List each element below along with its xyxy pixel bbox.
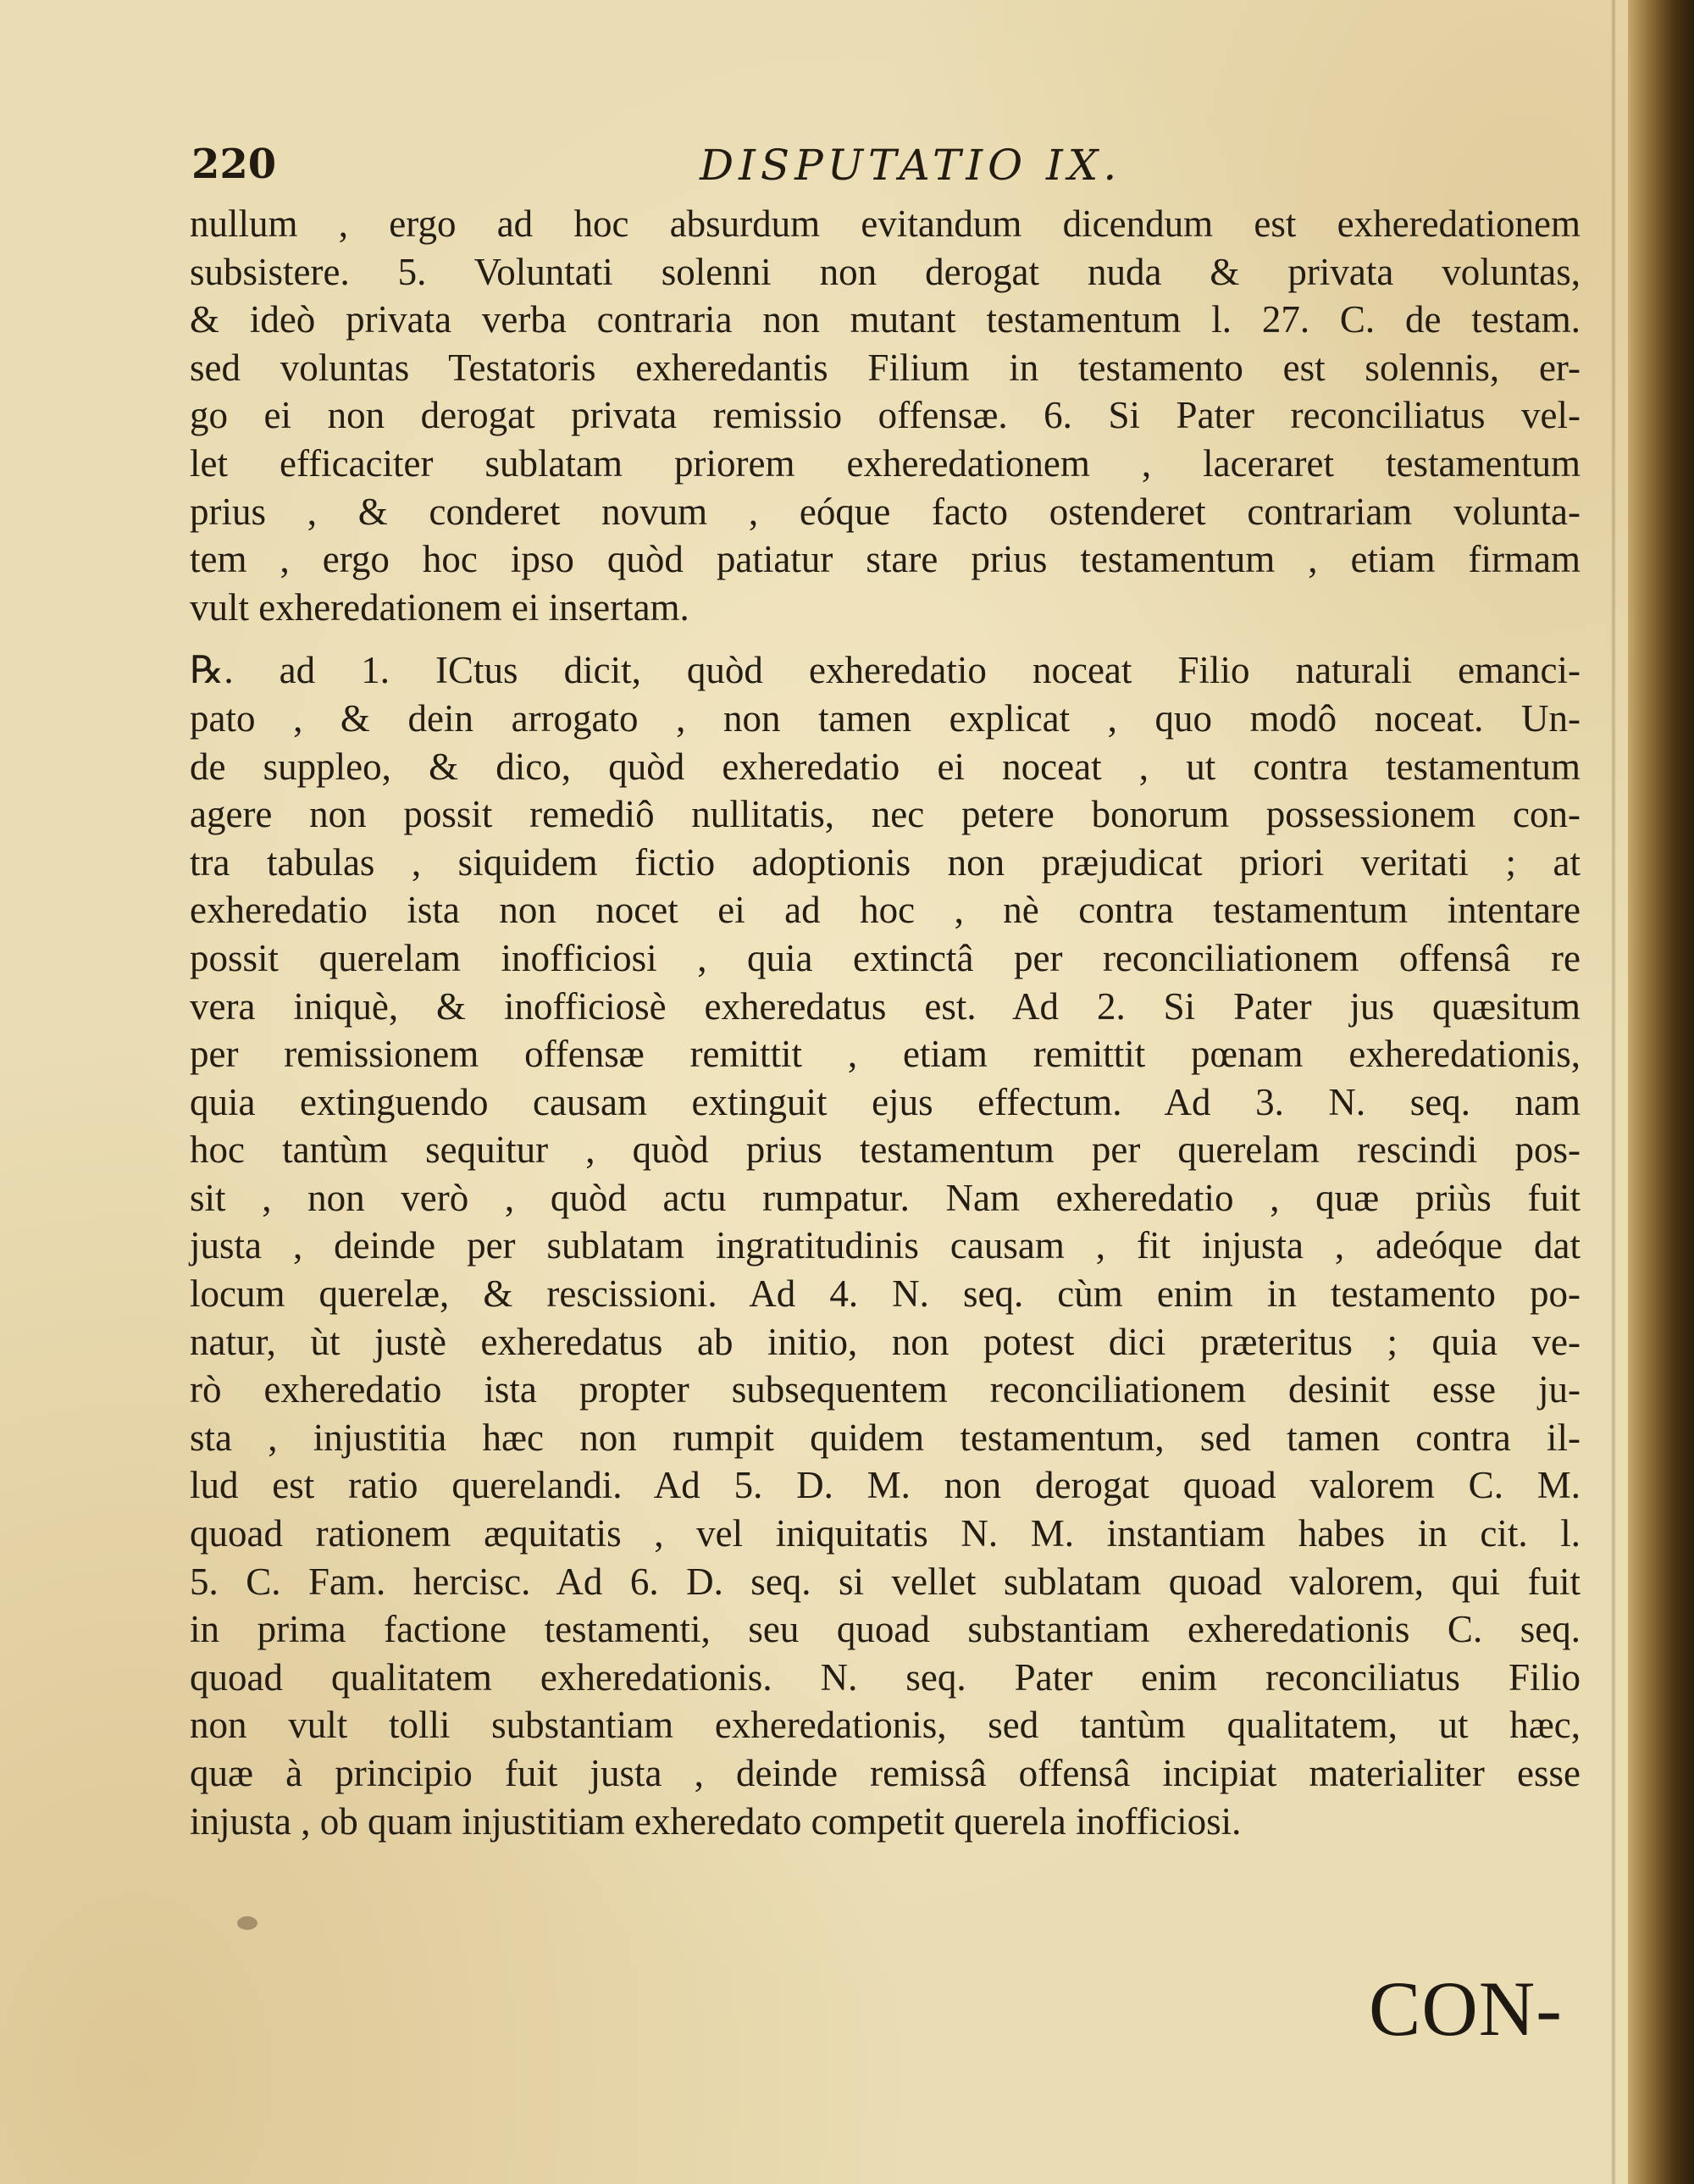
text-line: pato , & dein arrogato , non tamen explicat , quo modô noceat. Un- xyxy=(190,696,1581,740)
text-line: prius , & conderet novum , eóque facto ostenderet contrariam volunta- xyxy=(190,490,1581,533)
text-line: quæ à principio fuit justa , deinde remissâ offensâ incipiat materialiter esse xyxy=(190,1752,1581,1794)
text-line: let efficaciter sublatam priorem exheredationem , laceraret testamentum xyxy=(190,441,1581,485)
text-line: quia extinguendo causam extinguit ejus effectum. Ad 3. N. seq. nam xyxy=(190,1080,1581,1123)
text-line: subsistere. 5. Voluntati solenni non derogat nuda & privata voluntas, xyxy=(190,250,1581,293)
text-line: nullum , ergo ad hoc absurdum evitandum dicendum est exheredationem xyxy=(190,202,1581,245)
text-line: per remissionem offensæ remittit , etiam remittit pœnam exheredationis, xyxy=(190,1033,1581,1076)
text-line: sed voluntas Testatoris exheredantis Filium in testamento est solennis, er- xyxy=(190,346,1581,389)
paragraph-2 xyxy=(190,646,1581,1845)
text-line: tem , ergo hoc ipso quòd patiatur stare prius testamentum , etiam firmam xyxy=(190,538,1581,581)
text-line: natur, ùt justè exheredatus ab initio, non potest dici præteritus ; quia ve- xyxy=(190,1320,1581,1363)
text-line: 5. C. Fam. hercisc. Ad 6. D. seq. si vellet sublatam quoad valorem, qui fuit xyxy=(190,1560,1581,1603)
text-line: sit , non verò , quòd actu rumpatur. Nam exheredatio , quæ priùs fuit xyxy=(190,1176,1581,1219)
text-line: possit querelam inofficiosi , quia extinctâ per reconciliationem offensâ re xyxy=(190,936,1581,979)
catchword: CON- xyxy=(1369,1965,1563,2052)
book-edge xyxy=(1628,0,1694,2184)
text-line: & ideò privata verba contraria non mutant testamentum l. 27. C. de testam. xyxy=(190,298,1581,341)
text-line: hoc tantùm sequitur , quòd prius testamentum per querelam rescindi pos- xyxy=(190,1128,1581,1172)
text-line: vera iniquè, & inofficiosè exheredatus est. Ad 2. Si Pater jus quæsitum xyxy=(190,984,1581,1028)
text-line: de suppleo, & dico, quòd exheredatio ei noceat , ut contra testamentum xyxy=(190,745,1581,788)
text-line: locum querelæ, & rescissioni. Ad 4. N. seq. cùm enim in testamento po- xyxy=(190,1272,1581,1316)
text-line: agere non possit remediô nullitatis, nec petere bonorum possessionem con- xyxy=(190,793,1581,836)
text-line: sta , injustitia hæc non rumpit quidem testamentum, sed tamen contra il- xyxy=(190,1416,1581,1459)
paragraph-1 xyxy=(190,200,1581,631)
text-line: rò exheredatio ista propter subsequentem reconciliationem desinit esse ju- xyxy=(190,1368,1581,1411)
text-line: lud est ratio querelandi. Ad 5. D. M. non derogat quoad valorem C. M. xyxy=(190,1464,1581,1507)
text-line: exheredatio ista non nocet ei ad hoc , nè contra testamentum intentare xyxy=(190,889,1581,932)
page-curl-shadow xyxy=(1611,0,1616,2184)
text-line: justa , deinde per sublatam ingratitudinis causam , fit injusta , adeóque dat xyxy=(190,1224,1581,1267)
text-line: injusta , ob quam injustitiam exheredato competit querela inofficiosi. xyxy=(190,1799,1242,1843)
text-line: quoad qualitatem exheredationis. N. seq. Pater enim reconciliatus Filio xyxy=(190,1655,1581,1699)
text-line: tra tabulas , siquidem fictio adoptionis non præjudicat priori veritati ; at xyxy=(190,840,1581,884)
text-line: go ei non derogat privata remissio offensæ. 6. Si Pater reconciliatus vel- xyxy=(190,394,1581,437)
text-line: ℞. ad 1. ICtus dicit, quòd exheredatio noceat Filio naturali emanci- xyxy=(190,649,1581,692)
running-head xyxy=(191,141,1564,195)
text-line: quoad rationem æquitatis , vel iniquitatis N. M. instantiam habes in cit. l. xyxy=(190,1512,1581,1555)
ink-blot xyxy=(237,1916,257,1930)
page-number: 220 xyxy=(191,141,277,188)
body-text xyxy=(190,200,1581,1845)
page-title: DISPUTATIO IX. xyxy=(700,141,1122,190)
text-line: non vult tolli substantiam exheredationis, sed tantùm qualitatem, ut hæc, xyxy=(190,1704,1581,1747)
text-line: vult exheredationem ei insertam. xyxy=(190,585,689,629)
text-line: in prima factione testamenti, seu quoad substantiam exheredationis C. seq. xyxy=(190,1608,1581,1651)
